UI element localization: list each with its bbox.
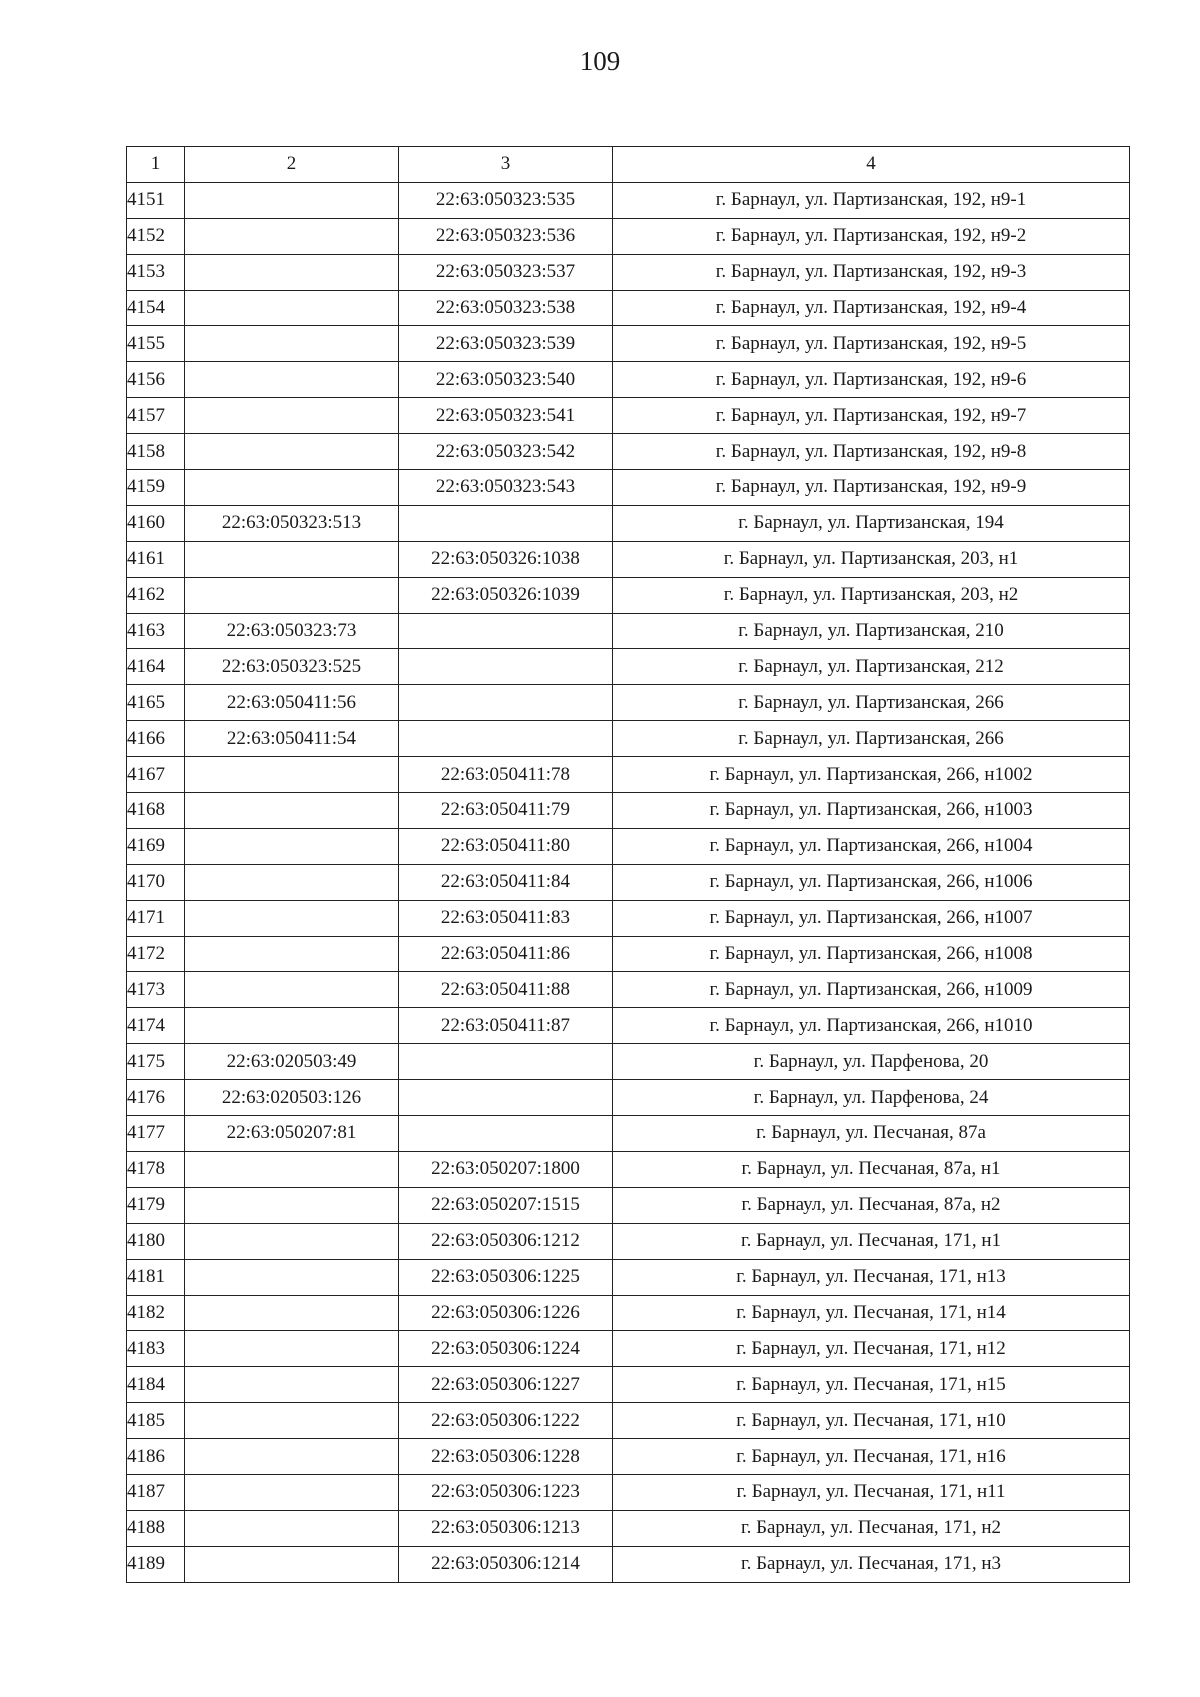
row-number-cell: 4164	[127, 649, 185, 685]
cadastral-number-cell	[185, 757, 399, 793]
address-cell: г. Барнаул, ул. Партизанская, 192, н9-2	[613, 218, 1130, 254]
row-number-cell: 4189	[127, 1546, 185, 1582]
object-cadastral-number-cell: 22:63:050326:1039	[399, 577, 613, 613]
object-cadastral-number-cell: 22:63:050411:83	[399, 900, 613, 936]
cadastral-number-cell	[185, 1223, 399, 1259]
cadastral-number-cell	[185, 1439, 399, 1475]
object-cadastral-number-cell: 22:63:050326:1038	[399, 541, 613, 577]
table-row	[127, 1151, 1130, 1187]
address-cell: г. Барнаул, ул. Песчаная, 171, н1	[613, 1223, 1130, 1259]
address-cell: г. Барнаул, ул. Партизанская, 212	[613, 649, 1130, 685]
cadastral-number-cell: 22:63:050323:73	[185, 613, 399, 649]
cadastral-number-cell	[185, 1187, 399, 1223]
table-row	[127, 1223, 1130, 1259]
object-cadastral-number-cell	[399, 613, 613, 649]
address-cell: г. Барнаул, ул. Партизанская, 266, н1003	[613, 793, 1130, 829]
address-cell: г. Барнаул, ул. Партизанская, 266, н1006	[613, 864, 1130, 900]
table-row	[127, 290, 1130, 326]
table-row	[127, 218, 1130, 254]
cadastral-number-cell: 22:63:050207:81	[185, 1116, 399, 1152]
address-cell: г. Барнаул, ул. Песчаная, 171, н16	[613, 1439, 1130, 1475]
address-cell: г. Барнаул, ул. Партизанская, 192, н9-4	[613, 290, 1130, 326]
address-cell: г. Барнаул, ул. Песчаная, 171, н12	[613, 1331, 1130, 1367]
table-row	[127, 254, 1130, 290]
address-cell: г. Барнаул, ул. Партизанская, 266, н1004	[613, 828, 1130, 864]
cadastral-number-cell	[185, 1151, 399, 1187]
table-row	[127, 972, 1130, 1008]
header-col-2: 2	[185, 147, 399, 183]
row-number-cell: 4161	[127, 541, 185, 577]
cadastral-number-cell: 22:63:020503:49	[185, 1044, 399, 1080]
row-number-cell: 4168	[127, 793, 185, 829]
object-cadastral-number-cell: 22:63:050306:1225	[399, 1259, 613, 1295]
row-number-cell: 4171	[127, 900, 185, 936]
cadastral-number-cell	[185, 1008, 399, 1044]
table-row	[127, 900, 1130, 936]
object-cadastral-number-cell: 22:63:050411:86	[399, 936, 613, 972]
object-cadastral-number-cell: 22:63:050411:78	[399, 757, 613, 793]
object-cadastral-number-cell: 22:63:050323:536	[399, 218, 613, 254]
address-cell: г. Барнаул, ул. Партизанская, 266, н1009	[613, 972, 1130, 1008]
table-row	[127, 1008, 1130, 1044]
cadastral-number-cell: 22:63:020503:126	[185, 1080, 399, 1116]
cadastral-number-cell	[185, 864, 399, 900]
row-number-cell: 4170	[127, 864, 185, 900]
row-number-cell: 4156	[127, 362, 185, 398]
object-cadastral-number-cell: 22:63:050207:1800	[399, 1151, 613, 1187]
table-row	[127, 1474, 1130, 1510]
table-row	[127, 362, 1130, 398]
row-number-cell: 4153	[127, 254, 185, 290]
row-number-cell: 4176	[127, 1080, 185, 1116]
cadastral-number-cell	[185, 434, 399, 470]
row-number-cell: 4154	[127, 290, 185, 326]
cadastral-number-cell: 22:63:050323:525	[185, 649, 399, 685]
object-cadastral-number-cell: 22:63:050306:1227	[399, 1367, 613, 1403]
table-row	[127, 757, 1130, 793]
cadastral-number-cell	[185, 1403, 399, 1439]
object-cadastral-number-cell: 22:63:050323:537	[399, 254, 613, 290]
address-cell: г. Барнаул, ул. Партизанская, 266	[613, 721, 1130, 757]
cadastral-number-cell	[185, 218, 399, 254]
object-cadastral-number-cell: 22:63:050323:539	[399, 326, 613, 362]
table-row	[127, 577, 1130, 613]
row-number-cell: 4163	[127, 613, 185, 649]
cadastral-number-cell	[185, 541, 399, 577]
row-number-cell: 4160	[127, 505, 185, 541]
cadastral-number-cell	[185, 326, 399, 362]
table-row	[127, 721, 1130, 757]
address-cell: г. Барнаул, ул. Партизанская, 192, н9-3	[613, 254, 1130, 290]
table-row	[127, 1403, 1130, 1439]
row-number-cell: 4187	[127, 1474, 185, 1510]
row-number-cell: 4158	[127, 434, 185, 470]
row-number-cell: 4169	[127, 828, 185, 864]
address-cell: г. Барнаул, ул. Партизанская, 266, н1007	[613, 900, 1130, 936]
table-row	[127, 470, 1130, 506]
row-number-cell: 4159	[127, 470, 185, 506]
cadastral-number-cell: 22:63:050411:54	[185, 721, 399, 757]
object-cadastral-number-cell: 22:63:050323:541	[399, 398, 613, 434]
row-number-cell: 4173	[127, 972, 185, 1008]
row-number-cell: 4183	[127, 1331, 185, 1367]
row-number-cell: 4157	[127, 398, 185, 434]
row-number-cell: 4185	[127, 1403, 185, 1439]
address-cell: г. Барнаул, ул. Песчаная, 171, н14	[613, 1295, 1130, 1331]
header-row	[127, 147, 1130, 183]
object-cadastral-number-cell: 22:63:050411:80	[399, 828, 613, 864]
object-cadastral-number-cell: 22:63:050411:87	[399, 1008, 613, 1044]
table-row	[127, 326, 1130, 362]
header-col-4: 4	[613, 147, 1130, 183]
row-number-cell: 4174	[127, 1008, 185, 1044]
object-cadastral-number-cell: 22:63:050411:84	[399, 864, 613, 900]
object-cadastral-number-cell: 22:63:050306:1226	[399, 1295, 613, 1331]
table-row	[127, 613, 1130, 649]
cadastral-number-cell	[185, 972, 399, 1008]
table-row	[127, 1187, 1130, 1223]
object-cadastral-number-cell	[399, 721, 613, 757]
table-row	[127, 793, 1130, 829]
table-row	[127, 1080, 1130, 1116]
row-number-cell: 4180	[127, 1223, 185, 1259]
cadastral-number-cell	[185, 936, 399, 972]
cadastral-number-cell: 22:63:050411:56	[185, 685, 399, 721]
row-number-cell: 4165	[127, 685, 185, 721]
cadastral-number-cell	[185, 900, 399, 936]
object-cadastral-number-cell	[399, 1080, 613, 1116]
address-cell: г. Барнаул, ул. Партизанская, 192, н9-7	[613, 398, 1130, 434]
object-cadastral-number-cell: 22:63:050306:1223	[399, 1474, 613, 1510]
object-cadastral-number-cell	[399, 649, 613, 685]
address-cell: г. Барнаул, ул. Партизанская, 266, н1010	[613, 1008, 1130, 1044]
cadastral-number-cell	[185, 1474, 399, 1510]
object-cadastral-number-cell: 22:63:050323:538	[399, 290, 613, 326]
cadastral-number-cell	[185, 398, 399, 434]
cadastral-number-cell	[185, 1510, 399, 1546]
address-cell: г. Барнаул, ул. Парфенова, 20	[613, 1044, 1130, 1080]
table-row	[127, 1510, 1130, 1546]
table-row	[127, 828, 1130, 864]
cadastral-number-cell	[185, 1259, 399, 1295]
address-cell: г. Барнаул, ул. Песчаная, 87а, н2	[613, 1187, 1130, 1223]
object-cadastral-number-cell: 22:63:050207:1515	[399, 1187, 613, 1223]
cadastral-number-cell	[185, 1295, 399, 1331]
object-cadastral-number-cell	[399, 505, 613, 541]
object-cadastral-number-cell: 22:63:050306:1224	[399, 1331, 613, 1367]
address-cell: г. Барнаул, ул. Партизанская, 192, н9-6	[613, 362, 1130, 398]
address-cell: г. Барнаул, ул. Песчаная, 171, н15	[613, 1367, 1130, 1403]
cadastral-number-cell	[185, 577, 399, 613]
address-cell: г. Барнаул, ул. Партизанская, 194	[613, 505, 1130, 541]
table-row	[127, 541, 1130, 577]
table-row	[127, 182, 1130, 218]
object-cadastral-number-cell: 22:63:050323:543	[399, 470, 613, 506]
table-row	[127, 1116, 1130, 1152]
address-cell: г. Барнаул, ул. Партизанская, 210	[613, 613, 1130, 649]
address-cell: г. Барнаул, ул. Песчаная, 171, н13	[613, 1259, 1130, 1295]
address-cell: г. Барнаул, ул. Парфенова, 24	[613, 1080, 1130, 1116]
address-cell: г. Барнаул, ул. Партизанская, 192, н9-5	[613, 326, 1130, 362]
cadastral-number-cell: 22:63:050323:513	[185, 505, 399, 541]
address-cell: г. Барнаул, ул. Песчаная, 171, н10	[613, 1403, 1130, 1439]
row-number-cell: 4155	[127, 326, 185, 362]
cadastral-number-cell	[185, 254, 399, 290]
object-cadastral-number-cell: 22:63:050323:540	[399, 362, 613, 398]
object-cadastral-number-cell: 22:63:050411:79	[399, 793, 613, 829]
table-row	[127, 864, 1130, 900]
address-cell: г. Барнаул, ул. Песчаная, 171, н2	[613, 1510, 1130, 1546]
address-cell: г. Барнаул, ул. Песчаная, 87а	[613, 1116, 1130, 1152]
address-cell: г. Барнаул, ул. Песчаная, 171, н3	[613, 1546, 1130, 1582]
object-cadastral-number-cell	[399, 1044, 613, 1080]
row-number-cell: 4151	[127, 182, 185, 218]
cadastral-number-cell	[185, 828, 399, 864]
row-number-cell: 4179	[127, 1187, 185, 1223]
row-number-cell: 4172	[127, 936, 185, 972]
row-number-cell: 4177	[127, 1116, 185, 1152]
cadastral-number-cell	[185, 182, 399, 218]
object-cadastral-number-cell: 22:63:050306:1228	[399, 1439, 613, 1475]
address-cell: г. Барнаул, ул. Песчаная, 87а, н1	[613, 1151, 1130, 1187]
row-number-cell: 4167	[127, 757, 185, 793]
address-cell: г. Барнаул, ул. Партизанская, 192, н9-8	[613, 434, 1130, 470]
row-number-cell: 4166	[127, 721, 185, 757]
row-number-cell: 4162	[127, 577, 185, 613]
address-cell: г. Барнаул, ул. Партизанская, 192, н9-1	[613, 182, 1130, 218]
header-col-3: 3	[399, 147, 613, 183]
address-cell: г. Барнаул, ул. Партизанская, 266, н1008	[613, 936, 1130, 972]
object-cadastral-number-cell: 22:63:050323:535	[399, 182, 613, 218]
row-number-cell: 4184	[127, 1367, 185, 1403]
table-row	[127, 685, 1130, 721]
object-cadastral-number-cell: 22:63:050306:1213	[399, 1510, 613, 1546]
address-cell: г. Барнаул, ул. Партизанская, 266	[613, 685, 1130, 721]
table-row	[127, 1259, 1130, 1295]
object-cadastral-number-cell: 22:63:050411:88	[399, 972, 613, 1008]
row-number-cell: 4188	[127, 1510, 185, 1546]
page-number: 109	[579, 46, 621, 76]
table-row	[127, 434, 1130, 470]
row-number-cell: 4152	[127, 218, 185, 254]
cadastral-number-cell	[185, 470, 399, 506]
table-row	[127, 505, 1130, 541]
table-row	[127, 398, 1130, 434]
cadastral-number-cell	[185, 1546, 399, 1582]
table-row	[127, 1331, 1130, 1367]
object-cadastral-number-cell: 22:63:050306:1214	[399, 1546, 613, 1582]
row-number-cell: 4178	[127, 1151, 185, 1187]
object-cadastral-number-cell: 22:63:050306:1212	[399, 1223, 613, 1259]
cadastral-number-cell	[185, 362, 399, 398]
object-cadastral-number-cell	[399, 1116, 613, 1152]
row-number-cell: 4181	[127, 1259, 185, 1295]
object-cadastral-number-cell: 22:63:050306:1222	[399, 1403, 613, 1439]
row-number-cell: 4182	[127, 1295, 185, 1331]
object-cadastral-number-cell	[399, 685, 613, 721]
table-body	[127, 182, 1130, 1582]
table-row	[127, 1367, 1130, 1403]
row-number-cell: 4175	[127, 1044, 185, 1080]
address-cell: г. Барнаул, ул. Песчаная, 171, н11	[613, 1474, 1130, 1510]
table-row	[127, 1439, 1130, 1475]
address-cell: г. Барнаул, ул. Партизанская, 203, н2	[613, 577, 1130, 613]
table-row	[127, 649, 1130, 685]
table-row	[127, 1295, 1130, 1331]
address-cell: г. Барнаул, ул. Партизанская, 192, н9-9	[613, 470, 1130, 506]
address-cell: г. Барнаул, ул. Партизанская, 203, н1	[613, 541, 1130, 577]
table-row	[127, 936, 1130, 972]
cadastral-number-cell	[185, 793, 399, 829]
cadastral-number-cell	[185, 290, 399, 326]
table-row	[127, 1044, 1130, 1080]
table-header	[127, 147, 1130, 183]
table-row	[127, 1546, 1130, 1582]
object-cadastral-number-cell: 22:63:050323:542	[399, 434, 613, 470]
row-number-cell: 4186	[127, 1439, 185, 1475]
address-cell: г. Барнаул, ул. Партизанская, 266, н1002	[613, 757, 1130, 793]
data-table	[126, 146, 1130, 1583]
cadastral-number-cell	[185, 1331, 399, 1367]
header-col-1: 1	[127, 147, 185, 183]
cadastral-number-cell	[185, 1367, 399, 1403]
